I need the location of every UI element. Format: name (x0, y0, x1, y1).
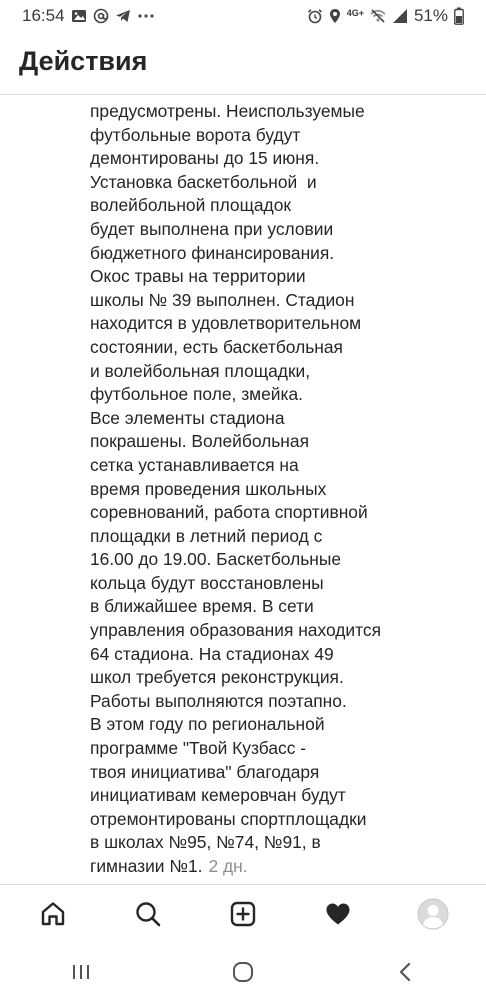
comment-line (90, 737, 460, 761)
comment-line-text: находится в удовлетворительном (90, 313, 362, 334)
comment-line-text: будет выполнена при условии (90, 218, 334, 239)
comment-line (90, 242, 460, 266)
comment-line (90, 360, 460, 384)
comment-line (90, 336, 460, 360)
system-navigation-bar (0, 948, 486, 1000)
comment-line-text: управления образования находится (90, 620, 382, 641)
comment-line-text: инициативам кемеровчан будут (90, 785, 346, 806)
comment-line (90, 454, 460, 478)
back-button[interactable] (375, 954, 435, 994)
comment-line-text: и волейбольная площадки, (90, 360, 311, 381)
comment-line-text: демонтированы до 15 июня. (90, 148, 320, 169)
comment-line-text: время проведения школьных (90, 478, 327, 499)
comment-timestamp: 2 дн. (208, 856, 248, 876)
telegram-icon (115, 8, 131, 24)
heart-icon (324, 900, 352, 933)
comment-line (90, 666, 460, 690)
comment-line (90, 100, 460, 124)
comment-line-text: предусмотрены. Неиспользуемые (90, 101, 365, 121)
comment-line (90, 761, 460, 785)
comment-line-text: состоянии, есть баскетбольная (90, 336, 343, 357)
comment-line (90, 501, 460, 525)
comment-line-text: Окос травы на территории (90, 266, 306, 287)
comment-line-text: гимназии №1. (90, 856, 203, 876)
comment-line-text: 64 стадиона. На стадионах 49 (90, 643, 334, 664)
tab-profile[interactable] (403, 891, 463, 941)
new-post-icon (229, 900, 257, 933)
status-bar (0, 0, 486, 34)
comment-line (90, 194, 460, 218)
comment-line (90, 218, 460, 242)
comment-line (90, 147, 460, 171)
recent-apps-icon (70, 962, 92, 987)
comment-line (90, 383, 460, 407)
comment-line-text: в школах №95, №74, №91, в (90, 832, 321, 853)
at-sign-icon (93, 8, 109, 24)
back-chevron-icon (397, 961, 413, 988)
comment-line-text: кольца будут восстановлены (90, 572, 324, 593)
comment-line (90, 407, 460, 431)
comment-line (90, 265, 460, 289)
comment-line-text: бюджетного финансирования. (90, 242, 335, 263)
comment-line-text: школы № 39 выполнен. Стадион (90, 289, 355, 310)
comment-line (90, 619, 460, 643)
comment-line-text: 16.00 до 19.00. Баскетбольные (90, 549, 342, 570)
comment-line (90, 784, 460, 808)
comment-line (90, 124, 460, 148)
comment-line (90, 831, 460, 855)
recent-apps-button[interactable] (51, 954, 111, 994)
comment-line-text: футбольное поле, змейка. (90, 384, 304, 405)
comment-line-text: Работы выполняются поэтапно. (90, 690, 347, 711)
comment-line (90, 713, 460, 737)
home-circle-icon (231, 960, 255, 989)
page-title: Действия (19, 46, 148, 76)
network-label: 4G+ (346, 8, 364, 18)
comment-line-text: отремонтированы спортплощадки (90, 808, 367, 829)
battery-icon (454, 7, 464, 25)
home-icon (39, 900, 67, 933)
comment-line (90, 855, 460, 879)
comment-line-text: футбольные ворота будут (90, 124, 301, 145)
home-system-button[interactable] (213, 954, 273, 994)
comment-line-text: соревнований, работа спортивной (90, 502, 368, 523)
comment-line-text: Все элементы стадиона (90, 407, 285, 428)
comment-line-text: В этом году по региональной (90, 714, 325, 735)
comment-line (90, 643, 460, 667)
comment-line (90, 430, 460, 454)
comment-line (90, 171, 460, 195)
comment-line (90, 548, 460, 572)
comment-line-text: твоя инициатива" благодаря (90, 761, 320, 782)
comment-line-text: сетка устанавливается на (90, 454, 299, 475)
comment-line (90, 572, 460, 596)
more-dots-icon (137, 13, 155, 19)
comment-line-text: программе "Твой Кузбасс - (90, 738, 307, 759)
tab-activity[interactable] (308, 891, 368, 941)
wifi-off-icon (370, 8, 386, 24)
comment-line-text: площадки в летний период с (90, 525, 323, 546)
comment-line (90, 808, 460, 832)
comment-line-text: Установка баскетбольной и (90, 171, 317, 192)
comment-line-text: в ближайшее время. В сети (90, 596, 314, 617)
alarm-icon (307, 8, 323, 24)
comment-line (90, 690, 460, 714)
status-time: 16:54 (22, 6, 65, 25)
header-divider (0, 94, 486, 95)
tab-home[interactable] (23, 891, 83, 941)
profile-avatar-icon (417, 898, 449, 935)
comment-text (90, 100, 460, 879)
tab-search[interactable] (118, 891, 178, 941)
signal-bars-icon (392, 8, 408, 24)
header (0, 34, 486, 94)
comment-line (90, 595, 460, 619)
comment-line-text: волейбольной площадок (90, 195, 291, 216)
comment-line (90, 478, 460, 502)
bottom-tab-bar (0, 885, 486, 947)
comment-line-text: покрашены. Волейбольная (90, 431, 310, 452)
image-icon (71, 8, 87, 24)
comment-line (90, 312, 460, 336)
tab-new-post[interactable] (213, 891, 273, 941)
battery-percent: 51% (413, 6, 448, 25)
search-icon (134, 900, 162, 933)
comment-line (90, 289, 460, 313)
comment-line (90, 525, 460, 549)
location-icon (329, 8, 341, 24)
comment-line-text: школ требуется реконструкция. (90, 667, 344, 688)
